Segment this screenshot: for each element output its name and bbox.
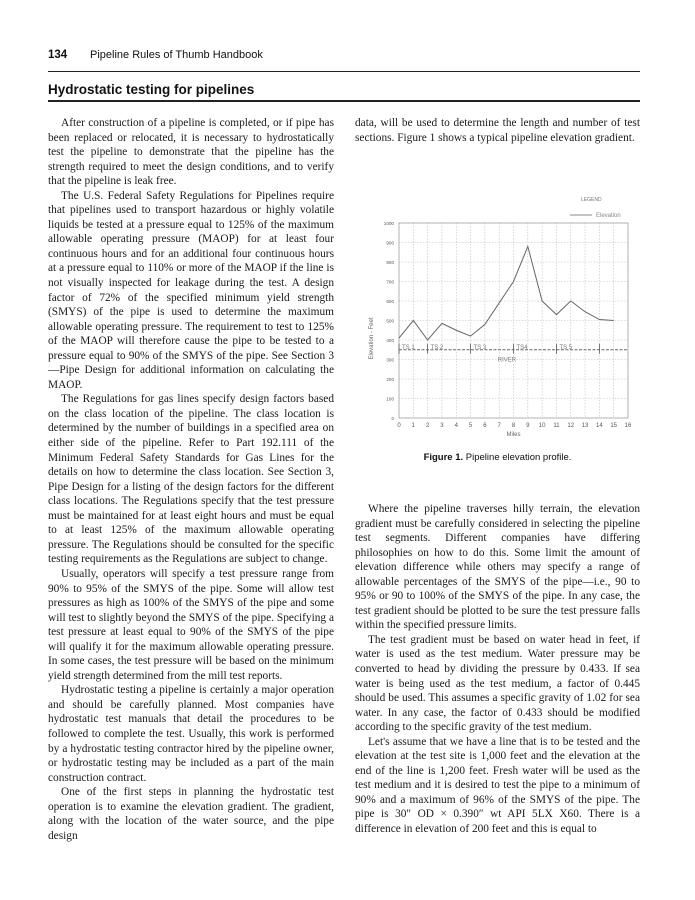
paragraph: data, will be used to determine the length and number of test sections. Figure 1 shows a typical pipeline elevation gradient. (355, 117, 640, 144)
test-section-label: TS 1 (402, 344, 415, 351)
y-tick-label: 800 (386, 260, 394, 265)
figure-caption-text: Pipeline elevation profile. (465, 452, 572, 463)
test-section-label: TS4 (516, 344, 528, 351)
x-tick-label: 1 (411, 423, 415, 429)
paragraph: Usually, operators will specify a test pressure range from 90% to 95% of the SMYS of the pipe. Some will allow test pressures as high as 100% of the SMYS of the pipe and some will test to slightly beyond the SMYS of the pipe. Specifying a test pressure at least equal to 90% of the SMYS of the pipe will qualify it for the maximum allowable operating pressure. In some cases, the test pressure will be based on the minimum yield strength determined from the mill test reports. (48, 567, 334, 682)
x-tick-label: 10 (538, 423, 546, 429)
book-title: Pipeline Rules of Thumb Handbook (90, 49, 263, 61)
x-tick-label: 8 (511, 423, 516, 429)
x-tick-label: 5 (468, 423, 473, 429)
x-tick-label: 14 (596, 423, 603, 429)
x-tick-label: 0 (397, 423, 401, 429)
y-tick-label: 200 (386, 377, 394, 382)
y-tick-label: 700 (386, 279, 394, 285)
right-column-top (355, 116, 640, 145)
page-number: 134 (48, 49, 68, 61)
y-tick-label: 400 (386, 338, 394, 343)
paragraph: Where the pipeline traverses hilly terrain, the elevation gradient must be carefully considered in selecting the pipeline test segments. Different companies have differing philosophies on how to do this. Some limit the amount of elevation difference while others may specify a range of allowable percentages of the SMYS of the pipe—i.e., 90 to 95% or 90 to 100% of the SMYS of the pipe. In any case, the test gradient should be plotted to be sure the test pressure falls within the specified pressure limits. (355, 503, 640, 632)
paragraph: One of the first steps in planning the hydrostatic test operation is to examine the elevation gradient. The gradient, along with the location of the water source, and the pipe design (48, 786, 334, 842)
section-rule (48, 100, 640, 102)
paragraph: Hydrostatic testing a pipeline is certainly a major operation and should be carefully planned. Most companies have hydrostatic test manuals that detail the procedures to be followed to complete the test. Usually, this work is performed by a hydrostatic testing contractor hired by the pipeline owner, or hydrostatic testing may be included as a part of the main construction contract. (48, 684, 334, 784)
elevation-series-line (399, 246, 614, 340)
legend-title: LEGEND (581, 197, 602, 203)
x-tick-label: 2 (425, 423, 430, 429)
test-section-label: TS 5 (559, 344, 573, 351)
y-tick-label: 100 (386, 396, 394, 402)
paragraph: The test gradient must be based on water head in feet, if water is used as the test medium. Water pressure may be converted to head by dividing the pressure by 0.433. If sea water is being used as the test medium, a factor of 0.445 should be used. This assumes a specific gravity of 1.02 for sea water. In any case, the factor of 0.433 should be modified according to the specific gravity of the test medium. (355, 633, 640, 734)
test-section-label: TS 2 (430, 344, 444, 351)
figure-caption-label: Figure 1. (423, 452, 464, 463)
y-tick-label: 300 (386, 357, 394, 363)
x-tick-label: 15 (610, 423, 618, 429)
y-tick-label: 900 (386, 240, 394, 246)
x-tick-label: 16 (624, 423, 632, 429)
elevation-profile-chart (356, 188, 644, 450)
right-column-bottom (355, 502, 640, 837)
x-tick-label: 6 (483, 423, 487, 429)
running-header (48, 49, 640, 61)
paragraph: Let's assume that we have a line that is to be tested and the elevation at the test site is 1,000 feet and the elevation at the end of the line is 1,200 feet. Fresh water will be used as the test medium and it is desired to test the pipe to a minimum of 90% and a maximum of 96% of the SMYS of the pipe. The pipe is 30″ OD × 0.390″ wt API 5LX X60. There is a difference in elevation of 200 feet and this is equal to (355, 735, 640, 836)
paragraph: The Regulations for gas lines specify design factors based on the class location of the pipeline. The class location is determined by the number of buildings in a specified area on either side of the pipeline. Refer to Part 192.111 of the Minimum Federal Safety Standards for Gas Lines for the details on how to determine the class location. See Section 3, Pipe Design for a listing of the design factors for the different class locations. The Regulations specify that the test pressure must be maintained for at least eight hours and must be equal to at least 125% of the maximum allowable operating pressure. The Regulations should be consulted for the specific testing requirements as the Regulations are subject to change. (48, 393, 334, 566)
figure-caption (355, 452, 640, 463)
x-tick-label: 9 (526, 423, 530, 429)
left-column (48, 116, 334, 843)
y-tick-label: 600 (386, 299, 394, 304)
x-axis-label: Miles (506, 432, 521, 438)
legend-entry-label: Elevation (596, 213, 621, 219)
paragraph: After construction of a pipeline is completed, or if pipe has been replaced or relocated, it is necessary to hydrostatically test the pipeline to demonstrate that the pipeline has the strength required to meet the design conditions, and to verify that the pipeline is leak free. (48, 117, 334, 188)
x-tick-label: 4 (454, 423, 458, 429)
y-tick-label: 0 (391, 416, 394, 421)
y-tick-label: 500 (386, 318, 394, 324)
header-rule (48, 71, 640, 72)
y-tick-label: 1000 (383, 221, 394, 226)
x-tick-label: 11 (553, 423, 560, 429)
x-tick-label: 12 (567, 423, 575, 429)
x-tick-label: 3 (440, 423, 444, 429)
x-tick-label: 13 (581, 423, 589, 429)
test-section-label: TS 3 (473, 344, 487, 351)
x-tick-label: 7 (497, 423, 501, 429)
y-axis-label: Elevation - Feet (369, 317, 375, 360)
paragraph: The U.S. Federal Safety Regulations for Pipelines require that pipelines used to transport hazardous or highly volatile liquids be tested at a pressure equal to 125% of the maximum allowable operating pressure (MAOP) for at least four continuous hours and for an additional four continuous hours at a pressure equal to 110% or more of the MAOP if the line is not visually inspected for leakage during the test. A design factor of 72% of the specified minimum yield strength (SMYS) of the pipe is used to determine the maximum allowable operating pressure. The requirement to test to 125% of the MAOP will therefore cause the pipe to be tested to a pressure equal to 90% of the SMYS of the pipe. See Section 3—Pipe Design for additional information on calculating the MAOP. (48, 189, 334, 391)
river-annotation: RIVER (497, 357, 517, 364)
section-title: Hydrostatic testing for pipelines (48, 82, 255, 97)
